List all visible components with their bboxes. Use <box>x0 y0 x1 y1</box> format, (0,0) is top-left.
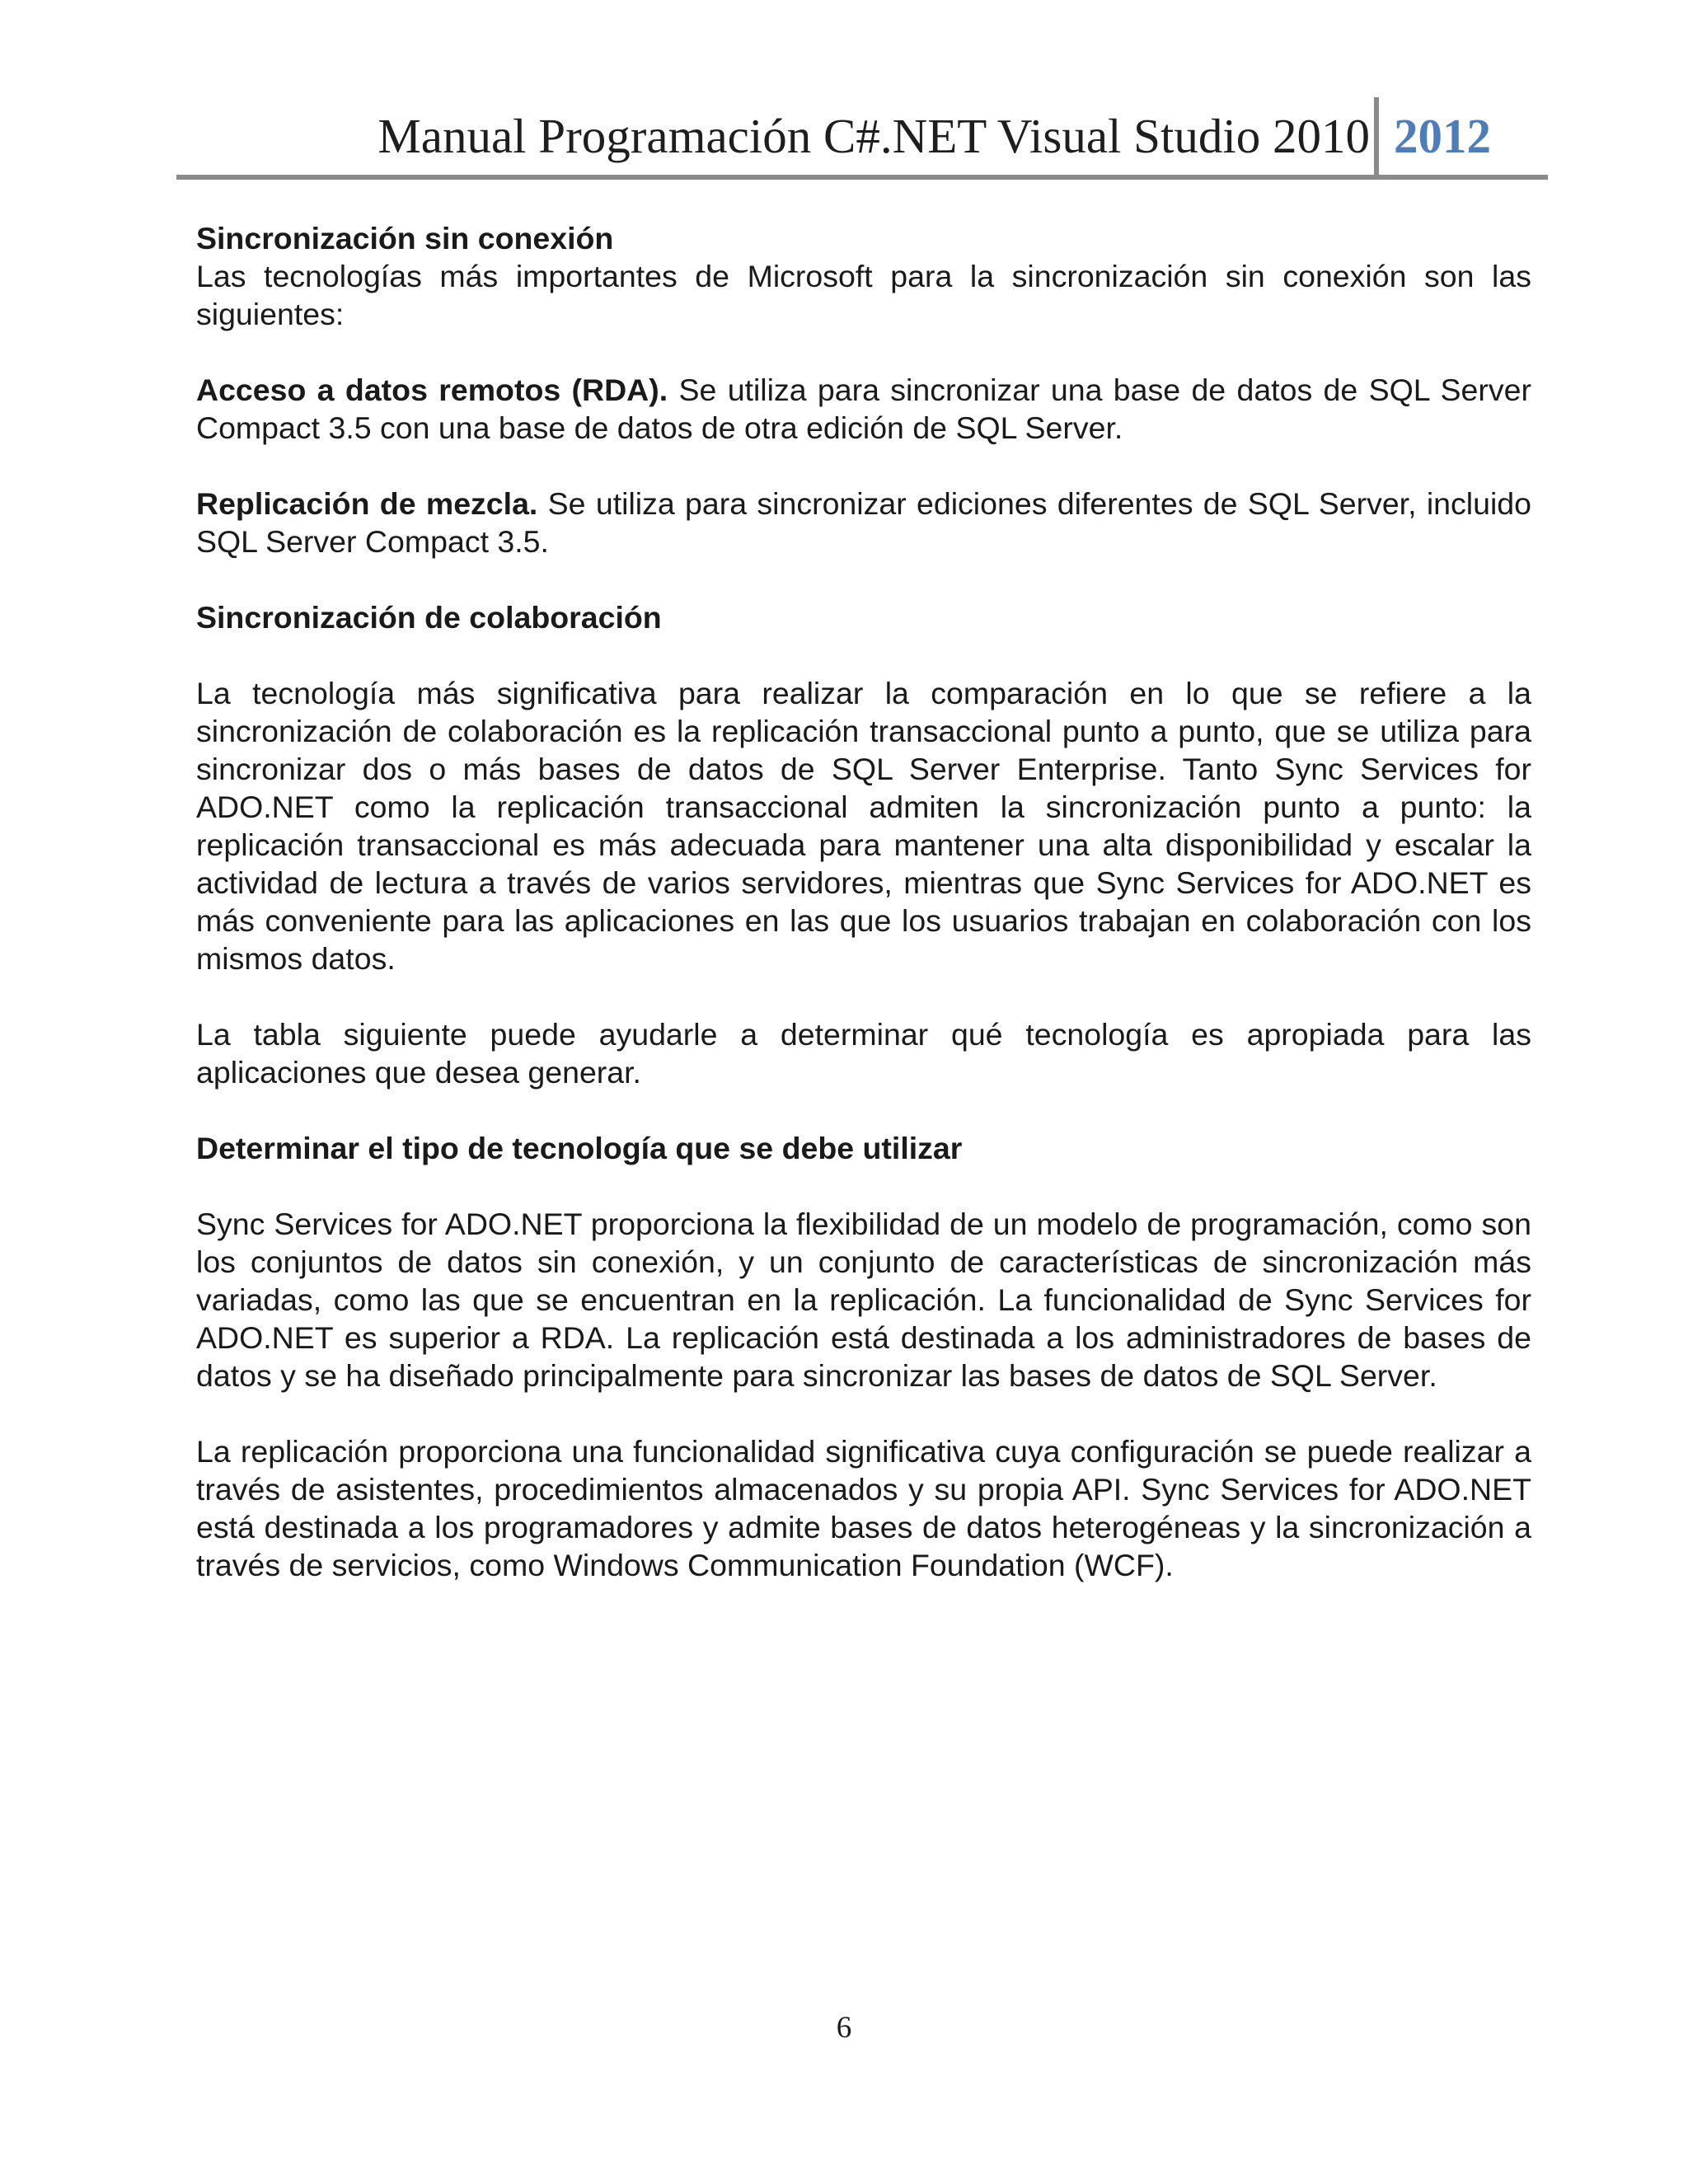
paragraph-merge-replication <box>196 485 1531 560</box>
spacer <box>196 1394 1531 1432</box>
spacer <box>196 333 1531 371</box>
header-year: 2012 <box>1394 109 1491 163</box>
header-rule <box>176 175 1548 180</box>
paragraph-table-intro: La tabla siguiente puede ayudarle a determinar qué tecnología es apropiada para las aplicaciones que desea generar. <box>196 1017 1531 1090</box>
page-number: 6 <box>836 2011 852 2045</box>
paragraph-collaboration: La tecnología más significativa para realizar la comparación en lo que se refiere a la sincronización de colaboración es la replicación transaccional punto a punto, que se utiliza para sincronizar dos o más bases de datos de SQL Server Enterprise. Tanto Sync Services for ADO.NET como la replicación transaccional admiten la sincronización punto a punto: la replicación transaccional es más adecuada para mantener una alta disponibilidad y escalar la actividad de lectura a través de varios servidores, mientras que Sync Services for ADO.NET es más conveniente para las aplicaciones en las que los usuarios trabajan en colaboración con los mismos datos. <box>196 676 1531 976</box>
page-header <box>0 0 1688 181</box>
term-merge-replication: Replicación de mezcla. <box>196 486 538 521</box>
spacer <box>196 447 1531 485</box>
paragraph-replication: La replicación proporciona una funcionalidad significativa cuya configuración se puede realizar a través de asistentes, procedimientos almacenados y su propia API. Sync Services for ADO.NET está destinada a los programadores y admite bases de datos heterogéneas y la sincronización a través de servicios, como Windows Communication Foundation (WCF). <box>196 1434 1531 1582</box>
spacer <box>196 560 1531 598</box>
paragraph-offline-intro: Las tecnologías más importantes de Microsoft para la sincronización sin conexión son las siguientes: <box>196 259 1531 331</box>
spacer <box>196 1167 1531 1205</box>
paragraph-sync-services: Sync Services for ADO.NET proporciona la flexibilidad de un modelo de programación, como son los conjuntos de datos sin conexión, y un conjunto de características de sincronización más variadas, como las que se encuentran en la replicación. La funcionalidad de Sync Services for ADO.NET es superior a RDA. La replicación está destinada a los administradores de bases de datos y se ha diseñado principalmente para sincronizar las bases de datos de SQL Server. <box>196 1207 1531 1393</box>
section-heading-technology-type: Determinar el tipo de tecnología que se debe utilizar <box>196 1131 963 1165</box>
spacer <box>196 1091 1531 1129</box>
spacer <box>196 977 1531 1015</box>
section-heading-collaboration-sync: Sincronización de colaboración <box>196 600 662 635</box>
page-body <box>196 219 1531 1584</box>
text-merge-replication: Se utiliza para sincronizar ediciones diferentes de SQL Server, incluido SQL Server Compact 3.5. <box>196 486 1531 559</box>
section-heading-offline-sync: Sincronización sin conexión <box>196 221 614 255</box>
text-rda: Se utiliza para sincronizar una base de datos de SQL Server Compact 3.5 con una base de datos de otra edición de SQL Server. <box>196 373 1531 445</box>
spacer <box>196 636 1531 674</box>
paragraph-rda <box>196 371 1531 447</box>
header-title: Manual Programación C#.NET Visual Studio 2010 <box>377 109 1370 163</box>
header-separator <box>1374 97 1379 178</box>
term-rda: Acceso a datos remotos (RDA). <box>196 373 668 407</box>
